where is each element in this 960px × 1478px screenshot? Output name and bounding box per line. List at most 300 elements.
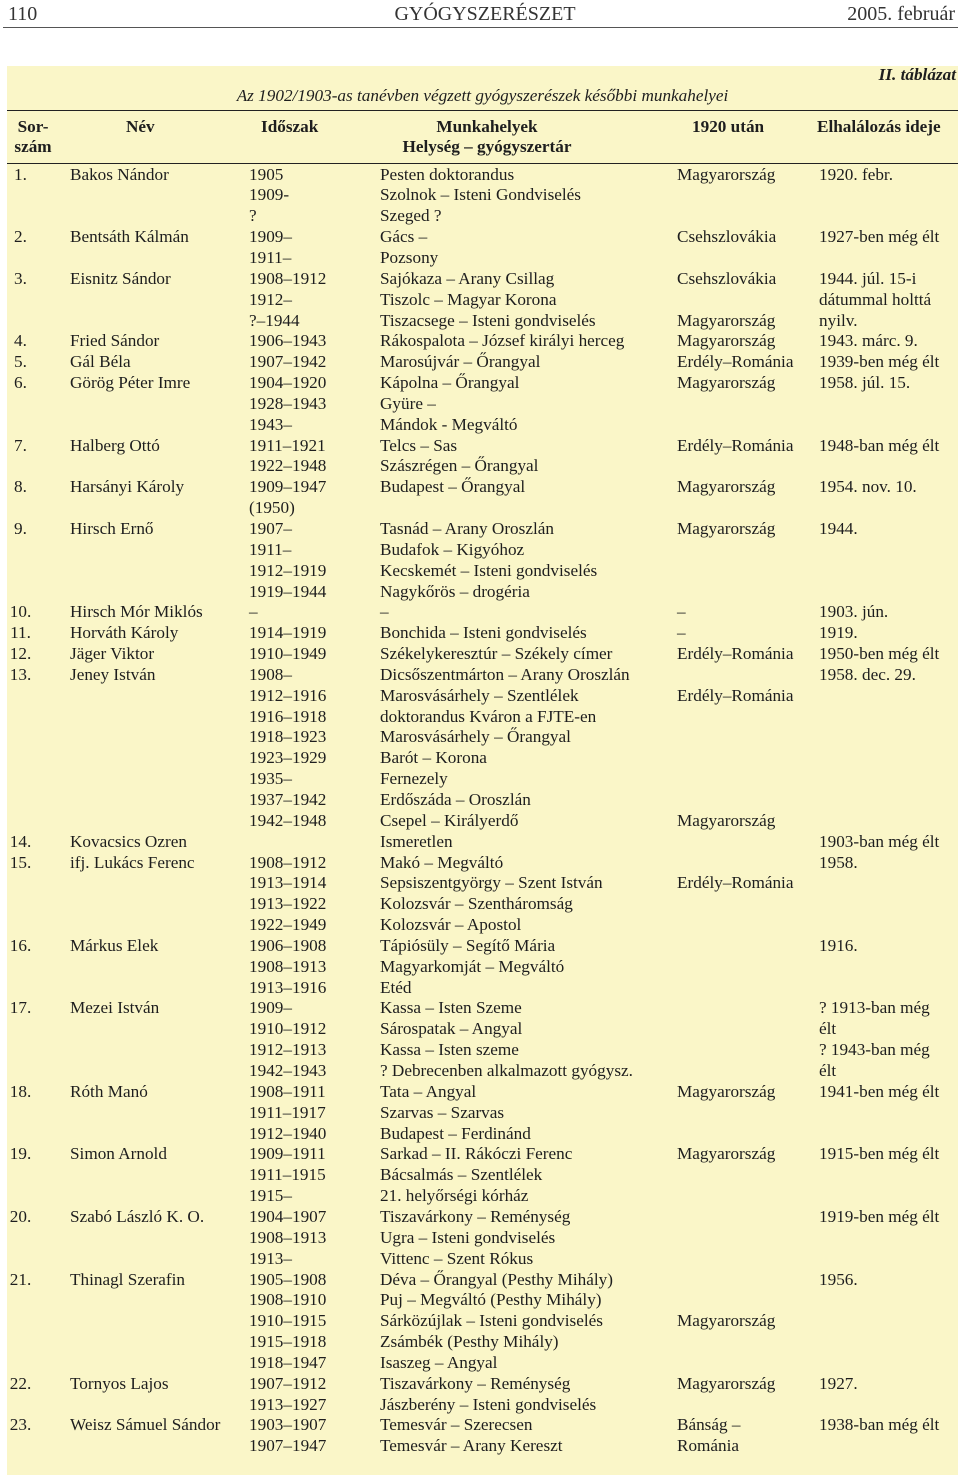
workplace-column (380, 998, 633, 1081)
period-column (249, 936, 326, 999)
workplace-cell: 21. helyőrségi kórház (380, 1186, 529, 1206)
workplace-column (380, 623, 587, 644)
country-column (677, 519, 775, 540)
country-cell (677, 748, 793, 769)
country-column (677, 352, 793, 373)
country-cell (677, 707, 793, 728)
death-date-column (819, 436, 939, 457)
period-cell: 1911– (249, 247, 292, 267)
workplace-cell: ? Debrecenben alkalmazott gyógysz. (380, 1061, 633, 1081)
workplace-cell: Ismeretlen (380, 831, 453, 851)
row-number: 7. (14, 435, 27, 455)
country-column (677, 227, 776, 248)
period-cell: 1911–1921 (249, 435, 326, 455)
period-cell: 1913–1922 (249, 894, 327, 914)
death-date-cell: 1958. dec. 29. (819, 664, 916, 684)
country-cell: Magyarország (677, 1081, 776, 1101)
workplace-column (380, 832, 453, 853)
table-row (0, 853, 960, 936)
workplace-column (380, 1374, 596, 1416)
country-column (677, 1270, 775, 1333)
row-number: 20. (9, 1206, 32, 1226)
country-cell: Magyarország (677, 310, 776, 330)
student-name: Hirsch Ernő (70, 518, 154, 538)
period-cell: 1907– (249, 518, 292, 538)
country-cell (677, 727, 793, 748)
period-cell: 1909– (249, 227, 292, 247)
workplace-cell: doktorandus Kváron a FJTE-en (380, 706, 597, 726)
period-column (249, 1082, 326, 1145)
row-number: 13. (9, 664, 32, 684)
death-date-cell: 1938-ban még élt (819, 1415, 940, 1435)
country-cell: – (677, 602, 686, 622)
row-number: 10. (9, 602, 32, 622)
table-row (0, 477, 960, 519)
country-cell (677, 290, 776, 311)
country-cell: Magyarország (677, 331, 776, 351)
workplace-column (380, 602, 389, 623)
period-cell: 1907–1912 (249, 1373, 327, 1393)
death-date-cell: élt (819, 1019, 837, 1039)
death-date-column (819, 936, 858, 957)
row-number: 11. (10, 623, 31, 643)
country-cell: Erdély–Románia (677, 685, 794, 705)
period-cell: 1905 (249, 164, 284, 184)
workplace-cell: Jászberény – Isteni gondviselés (380, 1394, 597, 1414)
student-name: Jäger Viktor (70, 644, 155, 664)
period-column (249, 352, 326, 373)
period-cell: 1908–1911 (249, 1081, 326, 1101)
period-cell: 1906–1908 (249, 935, 327, 955)
period-column (249, 373, 326, 436)
death-date-cell: dátummal holttá (819, 289, 932, 309)
row-number: 15. (9, 852, 32, 872)
country-column (677, 644, 793, 665)
student-name: Simon Arnold (70, 1144, 167, 1164)
period-cell: 1919–1944 (249, 581, 327, 601)
death-date-column (819, 602, 888, 623)
country-cell: Magyarország (677, 1373, 776, 1393)
period-cell: 1910–1915 (249, 1311, 327, 1331)
death-date-cell: 1903-ban még élt (819, 831, 940, 851)
table-row (0, 623, 960, 644)
workplace-cell: Kecskemét – Isteni gondviselés (380, 560, 598, 580)
death-date-cell: 1927-ben még élt (819, 227, 940, 247)
workplace-cell: Rákospalota – József királyi herceg (380, 331, 625, 351)
period-cell: 1908–1913 (249, 1227, 327, 1247)
header-number: Sor- (17, 116, 49, 136)
workplace-cell: Tápiósüly – Segítő Mária (380, 935, 556, 955)
period-cell: 1918–1923 (249, 727, 327, 747)
workplace-cell: Fernezely (380, 769, 448, 789)
death-date-column (819, 227, 939, 248)
country-cell: Magyarország (677, 373, 776, 393)
country-column (677, 165, 775, 186)
country-cell: Magyarország (677, 1311, 776, 1331)
country-cell: Magyarország (677, 518, 776, 538)
page-number: 110 (8, 3, 38, 25)
country-cell (677, 1270, 775, 1291)
student-name: Fried Sándor (70, 331, 160, 351)
workplace-column (380, 644, 612, 665)
table-row (0, 936, 960, 999)
death-date-cell: 1941-ben még élt (819, 1081, 940, 1101)
death-date-cell: 1958. (819, 852, 858, 872)
student-name: ifj. Lukács Ferenc (70, 852, 195, 872)
workplace-cell: Szeged ? (380, 206, 442, 226)
workplace-cell: Pozsony (380, 247, 439, 267)
row-number: 4. (14, 331, 27, 351)
header-rule (3, 27, 958, 28)
death-date-column (819, 1082, 939, 1103)
period-cell: ? (249, 206, 257, 226)
death-date-cell: 1943. márc. 9. (819, 331, 918, 351)
period-cell: 1915–1918 (249, 1332, 327, 1352)
period-cell: 1908–1910 (249, 1290, 327, 1310)
student-name: Mezei István (70, 998, 160, 1018)
table-row (0, 665, 960, 832)
period-cell: 1916–1918 (249, 706, 327, 726)
period-column (249, 1270, 326, 1374)
period-column (249, 1415, 326, 1457)
workplace-cell: Vittenc – Szent Rókus (380, 1248, 534, 1268)
workplace-cell: Pesten doktorandus (380, 164, 515, 184)
row-number: 1. (14, 164, 27, 184)
row-number: 18. (9, 1081, 32, 1101)
header-period: Időszak (261, 116, 319, 136)
workplace-cell: Kolozsvár – Apostol (380, 915, 522, 935)
death-date-cell: ? 1943-ban még (819, 1040, 930, 1060)
workplace-cell: Nagykőrös – drogéria (380, 581, 530, 601)
country-column (677, 1374, 775, 1395)
table-row (0, 352, 960, 373)
country-cell: Románia (677, 1436, 740, 1456)
workplace-column (380, 227, 438, 269)
period-column (249, 602, 258, 623)
table-row (0, 998, 960, 1081)
header-number: szám (14, 137, 52, 157)
period-cell: 1943– (249, 414, 292, 434)
table-row (0, 1144, 960, 1207)
workplace-cell: Sajókaza – Arany Csillag (380, 268, 555, 288)
period-cell: 1908–1912 (249, 852, 327, 872)
workplace-column (380, 936, 564, 999)
row-number: 22. (9, 1373, 32, 1393)
workplace-cell: Tata – Angyal (380, 1081, 477, 1101)
row-number: 14. (9, 831, 32, 851)
row-number: 9. (14, 518, 27, 538)
table-row (0, 331, 960, 352)
workplace-cell: Szolnok – Isteni Gondviselés (380, 185, 581, 205)
table-row (0, 165, 960, 228)
death-date-column (819, 998, 930, 1081)
table-row (0, 832, 960, 853)
death-date-column (819, 644, 939, 665)
country-column (677, 623, 686, 644)
header-workplaces-sub: Helység – gyógyszertár (402, 137, 572, 157)
country-cell: Magyarország (677, 810, 776, 830)
period-column (249, 331, 326, 352)
period-column (249, 269, 326, 332)
country-column (677, 1082, 775, 1103)
table-row (0, 436, 960, 478)
period-cell: 1922–1949 (249, 915, 327, 935)
death-date-cell: 1950-ben még élt (819, 644, 940, 664)
period-cell: 1912–1913 (249, 1040, 327, 1060)
country-column (677, 436, 793, 457)
workplace-cell: Csepel – Királyerdő (380, 810, 519, 830)
period-cell: 1911–1917 (249, 1102, 326, 1122)
table-row (0, 1270, 960, 1374)
period-cell: 1913–1927 (249, 1394, 327, 1414)
workplace-column (380, 436, 538, 478)
country-cell: – (677, 623, 686, 643)
row-number: 23. (9, 1415, 32, 1435)
period-cell: 1906–1943 (249, 331, 327, 351)
student-name: Bentsáth Kálmán (70, 227, 189, 247)
workplace-column (380, 165, 581, 228)
table-top-rule (7, 110, 958, 111)
death-date-cell: 1919. (819, 623, 858, 643)
workplace-cell: Kápolna – Őrangyal (380, 373, 520, 393)
student-name: Bakos Nándor (70, 164, 169, 184)
country-cell: Bánság – (677, 1415, 741, 1435)
period-cell: (1950) (249, 498, 295, 518)
period-cell: 1907–1942 (249, 352, 327, 372)
death-date-cell: 1903. jún. (819, 602, 889, 622)
workplace-cell: Sarkad – II. Rákóczi Ferenc (380, 1144, 573, 1164)
country-cell: Magyarország (677, 164, 776, 184)
country-column (677, 1144, 775, 1165)
period-cell: 1937–1942 (249, 789, 327, 809)
row-number: 5. (14, 352, 27, 372)
workplace-cell: Kassa – Isten szeme (380, 1040, 519, 1060)
period-cell: 1908–1913 (249, 956, 327, 976)
death-date-column (819, 1144, 939, 1165)
workplace-column (380, 477, 525, 498)
period-cell: 1910–1912 (249, 1019, 327, 1039)
period-cell: 1909– (249, 998, 292, 1018)
country-cell (677, 769, 793, 790)
death-date-column (819, 269, 931, 332)
country-column (677, 602, 686, 623)
header-after-1920: 1920 után (692, 116, 765, 136)
table-title: Az 1902/1903-as tanévben végzett gyógyszerészek későbbi munkahelyei (236, 85, 729, 105)
journal-title: GYÓGYSZERÉSZET (394, 3, 576, 25)
death-date-column (819, 477, 917, 498)
death-date-cell: élt (819, 1061, 837, 1081)
workplace-cell: Dicsőszentmárton – Arany Oroszlán (380, 664, 630, 684)
table-row (0, 519, 960, 602)
period-column (249, 519, 326, 602)
workplace-cell: Gyüre – (380, 393, 436, 413)
death-date-column (819, 519, 858, 540)
period-cell: 1912–1940 (249, 1123, 327, 1143)
death-date-column (819, 1415, 939, 1436)
country-cell: Csehszlovákia (677, 268, 777, 288)
death-date-cell: 1948-ban még élt (819, 435, 940, 455)
country-column (677, 331, 775, 352)
table-row (0, 269, 960, 332)
country-cell: Erdély–Románia (677, 435, 794, 455)
workplace-cell: Temesvár – Arany Kereszt (380, 1436, 563, 1456)
country-column (677, 477, 775, 498)
death-date-column (819, 1207, 939, 1228)
period-column (249, 853, 326, 936)
workplace-column (380, 1082, 531, 1145)
table-row (0, 227, 960, 269)
period-cell: 1928–1943 (249, 393, 327, 413)
death-date-column (819, 1270, 858, 1291)
period-cell: ?–1944 (249, 310, 300, 330)
country-cell: Erdély–Románia (677, 352, 794, 372)
death-date-cell: ? 1913-ban még (819, 998, 930, 1018)
period-cell: 1910–1949 (249, 644, 327, 664)
workplace-cell: Szarvas – Szarvas (380, 1102, 505, 1122)
table-label: II. táblázat (878, 64, 956, 84)
death-date-cell: 1915-ben még élt (819, 1144, 940, 1164)
period-cell: 1908– (249, 664, 292, 684)
student-name: Szabó László K. O. (70, 1206, 205, 1226)
workplace-column (380, 1415, 563, 1457)
death-date-column (819, 331, 918, 352)
workplace-cell: Erdőszáda – Oroszlán (380, 789, 531, 809)
period-column (249, 1144, 326, 1207)
student-name: Görög Péter Imre (70, 373, 191, 393)
row-number: 17. (9, 998, 32, 1018)
country-cell: Erdély–Románia (677, 644, 794, 664)
workplace-cell: Sárközújlak – Isteni gondviselés (380, 1311, 603, 1331)
workplace-cell: Makó – Megváltó (380, 852, 504, 872)
header-name: Név (126, 116, 155, 136)
row-number: 8. (14, 477, 27, 497)
table-row (0, 1374, 960, 1416)
period-column (249, 665, 326, 832)
workplace-column (380, 1207, 570, 1270)
period-cell: 1913–1914 (249, 873, 327, 893)
period-cell: 1912– (249, 289, 292, 309)
row-number: 6. (14, 373, 27, 393)
table-row (0, 1082, 960, 1145)
workplace-cell: Kolozsvár – Szentháromság (380, 894, 573, 914)
period-cell: 1935– (249, 769, 292, 789)
table-row (0, 602, 960, 623)
death-date-cell: 1916. (819, 935, 858, 955)
death-date-cell: 1919-ben még élt (819, 1206, 940, 1226)
workplace-column (380, 269, 596, 332)
table-row (0, 373, 960, 436)
student-name: Weisz Sámuel Sándor (70, 1415, 221, 1435)
header-workplaces: Munkahelyek (436, 116, 538, 136)
period-cell: 1903–1907 (249, 1415, 327, 1435)
workplace-cell: Tiszavárkony – Reménység (380, 1373, 571, 1393)
workplace-cell: Budafok – Kigyóhoz (380, 539, 525, 559)
period-cell: 1909- (249, 185, 290, 205)
student-name: Halberg Ottó (70, 435, 160, 455)
period-column (249, 644, 326, 665)
workplace-cell: Sárospatak – Angyal (380, 1019, 523, 1039)
period-column (249, 623, 326, 644)
workplace-cell: Déva – Őrangyal (Pesthy Mihály) (380, 1269, 613, 1289)
death-date-cell: 1956. (819, 1269, 858, 1289)
death-date-column (819, 352, 939, 373)
period-cell: 1912–1916 (249, 685, 327, 705)
workplace-column (380, 1270, 613, 1374)
country-cell (677, 790, 793, 811)
period-cell: 1908–1912 (249, 268, 327, 288)
period-cell: 1922–1948 (249, 456, 327, 476)
workplace-cell: Temesvár – Szerecsen (380, 1415, 533, 1435)
period-cell: 1911– (249, 539, 292, 559)
death-date-column (819, 832, 939, 853)
country-column (677, 1415, 741, 1457)
workplace-cell: Tasnád – Arany Oroszlán (380, 518, 554, 538)
period-cell: 1923–1929 (249, 748, 327, 768)
period-cell: 1904–1907 (249, 1206, 327, 1226)
period-column (249, 436, 326, 478)
period-cell: 1942–1948 (249, 810, 327, 830)
period-cell: 1918–1947 (249, 1352, 327, 1372)
workplace-cell: Zsámbék (Pesthy Mihály) (380, 1332, 559, 1352)
country-cell (677, 665, 793, 686)
student-name: Hirsch Mór Miklós (70, 602, 203, 622)
workplace-cell: – (380, 602, 389, 622)
period-cell: 1914–1919 (249, 623, 327, 643)
country-cell: Magyarország (677, 1144, 776, 1164)
country-column (677, 853, 793, 895)
row-number: 21. (9, 1269, 32, 1289)
workplace-column (380, 331, 624, 352)
table-row (0, 1207, 960, 1270)
period-cell: 1912–1919 (249, 560, 327, 580)
death-date-column (819, 623, 858, 644)
period-cell: 1913–1916 (249, 977, 327, 997)
workplace-column (380, 853, 603, 936)
death-date-cell: 1954. nov. 10. (819, 477, 917, 497)
workplace-cell: Tiszavárkony – Reménység (380, 1206, 571, 1226)
period-column (249, 998, 326, 1081)
country-column (677, 269, 776, 332)
period-cell: 1942–1943 (249, 1061, 327, 1081)
workplace-cell: Puj – Megváltó (Pesthy Mihály) (380, 1290, 602, 1310)
student-name: Jeney István (70, 664, 156, 684)
country-column (677, 665, 793, 832)
period-cell: 1913– (249, 1248, 292, 1268)
workplace-cell: Magyarkomját – Megváltó (380, 956, 565, 976)
student-name: Róth Manó (70, 1081, 148, 1101)
workplace-cell: Ugra – Isteni gondviselés (380, 1227, 556, 1247)
header-death-date: Elhalálozás ideje (817, 116, 941, 136)
workplace-cell: Székelykeresztúr – Székely címer (380, 644, 613, 664)
death-date-cell: 1939-ben még élt (819, 352, 940, 372)
workplace-cell: Bácsalmás – Szentlélek (380, 1165, 543, 1185)
workplace-cell: Bonchida – Isteni gondviselés (380, 623, 587, 643)
row-number: 3. (14, 268, 27, 288)
table-body (0, 165, 960, 1458)
period-cell: 1915– (249, 1186, 292, 1206)
period-cell: 1909–1947 (249, 477, 327, 497)
workplace-cell: Telcs – Sas (380, 435, 458, 455)
country-column (677, 373, 775, 394)
student-name: Thinagl Szerafin (70, 1269, 186, 1289)
death-date-cell: nyilv. (819, 310, 858, 330)
student-name: Harsányi Károly (70, 477, 185, 497)
death-date-cell: 1944. (819, 518, 858, 538)
period-column (249, 227, 292, 269)
workplace-column (380, 373, 519, 436)
workplace-cell: Isaszeg – Angyal (380, 1352, 498, 1372)
workplace-cell: Tiszolc – Magyar Korona (380, 289, 557, 309)
